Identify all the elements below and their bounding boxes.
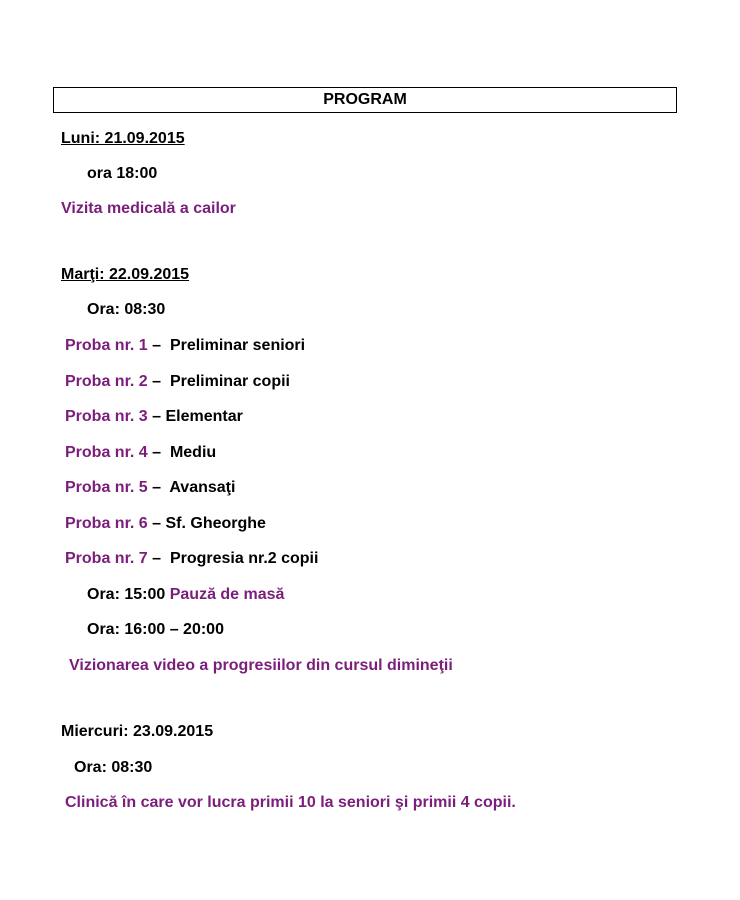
lunch-line <box>87 585 284 605</box>
wednesday-heading: Miercuri: 23.09.2015 <box>61 723 214 740</box>
test-label: Proba nr. 1 <box>65 337 148 354</box>
test-name: Avansaţi <box>169 479 236 496</box>
test-separator: – <box>147 479 170 496</box>
test-label: Proba nr. 7 <box>65 550 148 567</box>
test-separator: – <box>147 550 170 567</box>
test-label: Proba nr. 2 <box>65 373 148 390</box>
test-name: Progresia nr.2 copii <box>169 550 319 567</box>
test-separator: – <box>147 337 170 354</box>
lunch-time: Ora: 15:00 <box>87 586 170 603</box>
test-item <box>65 478 235 498</box>
monday-activity: Vizita medicală a cailor <box>61 200 236 217</box>
test-label: Proba nr. 6 <box>65 515 148 532</box>
test-name: Mediu <box>169 444 217 461</box>
test-name: Sf. Gheorghe <box>165 515 266 532</box>
test-separator: – <box>147 373 170 390</box>
test-separator: – <box>147 444 170 461</box>
test-label: Proba nr. 3 <box>65 408 148 425</box>
test-item <box>65 407 243 427</box>
test-separator: – <box>147 515 166 532</box>
test-item <box>65 549 318 569</box>
monday-heading: Luni: 21.09.2015 <box>61 130 185 147</box>
test-item <box>65 372 290 392</box>
tuesday-time: Ora: 08:30 <box>87 301 166 318</box>
wednesday-activity: Clinică în care vor lucra primii 10 la seniori şi primii 4 copii. <box>65 794 516 811</box>
test-name: Preliminar copii <box>169 373 290 390</box>
test-label: Proba nr. 4 <box>65 444 148 461</box>
test-item <box>65 514 266 534</box>
test-item <box>65 336 305 356</box>
monday-time: ora 18:00 <box>87 165 158 182</box>
test-separator: – <box>147 408 166 425</box>
wednesday-time: Ora: 08:30 <box>74 759 153 776</box>
afternoon-time: Ora: 16:00 – 20:00 <box>87 621 224 638</box>
video-session: Vizionarea video a progresiilor din cursul dimineţii <box>69 657 453 674</box>
test-item <box>65 443 216 463</box>
test-label: Proba nr. 5 <box>65 479 148 496</box>
program-title: PROGRAM <box>53 87 677 113</box>
lunch-label: Pauză de masă <box>169 586 285 603</box>
tuesday-heading: Marţi: 22.09.2015 <box>61 266 190 283</box>
test-name: Elementar <box>165 408 243 425</box>
test-name: Preliminar seniori <box>169 337 306 354</box>
